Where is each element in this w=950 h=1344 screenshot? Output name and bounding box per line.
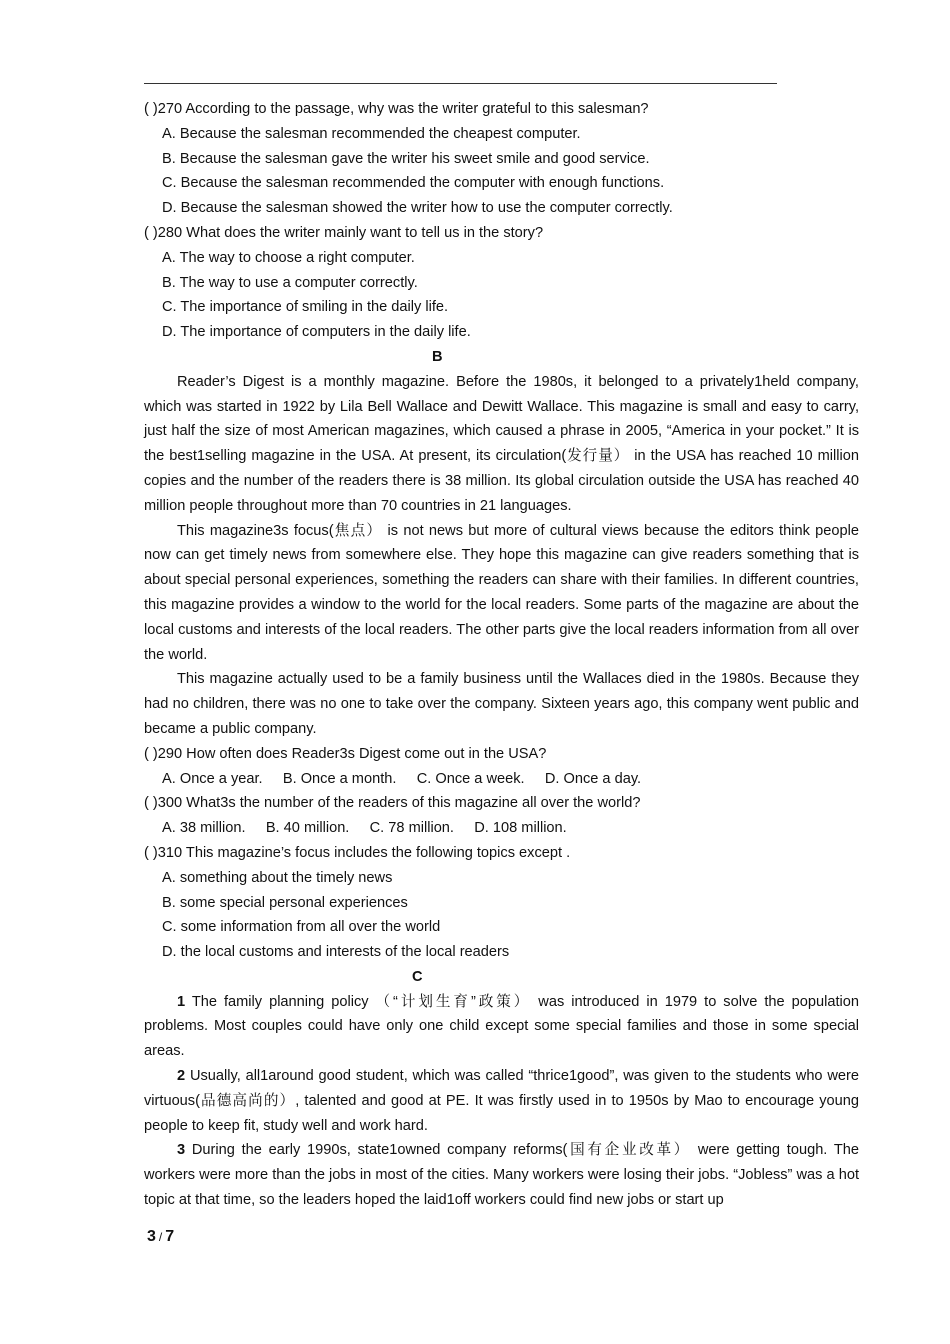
page-total: 7 — [165, 1228, 175, 1245]
section-c-paragraph-2 — [144, 1064, 859, 1138]
page-separator: / — [158, 1230, 163, 1244]
question-28-option-c: C. The importance of smiling in the daily life. — [162, 299, 449, 316]
section-b-heading: B — [432, 348, 443, 365]
question-28-option-d: D. The importance of computers in the daily life. — [162, 324, 471, 341]
section-c-paragraph-text: The family planning policy （“计划生育”政策） was introduced in 1979 to solve the population problems. Most couples could have only one child except some special families and those in some special areas. — [144, 993, 859, 1060]
question-27-option-d: D. Because the salesman showed the writer how to use the computer correctly. — [162, 200, 673, 217]
section-c-paragraph-number: 1 — [177, 993, 186, 1010]
question-30-stem: ( )300 What3s the number of the readers of this magazine all over the world? — [144, 795, 641, 812]
section-c-heading: C — [412, 968, 423, 985]
section-c-paragraph-text: During the early 1990s, state1owned company reforms(国有企业改革） were getting tough. The workers were more than the jobs in most of the cities. Many workers were losing their jobs. “Jobless” was a hot topic at that time, so the leaders hoped the laid1off workers could find new jobs or start up — [144, 1142, 859, 1209]
document-page — [144, 97, 859, 1213]
section-b-paragraph-3: This magazine actually used to be a family business until the Wallaces died in the 1980s. Because they had no children, there was no one to take over the company. Sixteen years ago, this company went public and became a public company. — [144, 671, 859, 737]
question-31-option-d: D. the local customs and interests of the local readers — [162, 944, 510, 961]
section-b-paragraph-1: Reader’s Digest is a monthly magazine. Before the 1980s, it belonged to a privately1held company, which was started in 1922 by Lila Bell Wallace and Dewitt Wallace. This magazine is small and easy to carry, just half the size of most American magazines, which caused a phrase in 2005, “America in your pocket.” It is the best1selling magazine in the USA. At present, its circulation(发行量） in the USA has reached 10 million copies and the number of the readers there is 38 million. Its global circulation outside the USA has reached 40 million people throughout more than 70 countries in 21 languages. — [144, 373, 859, 514]
page-number — [147, 1228, 174, 1246]
page-current: 3 — [147, 1228, 156, 1245]
question-31-option-b: B. some special personal experiences — [162, 894, 408, 911]
question-27-stem: ( )270 According to the passage, why was the writer grateful to this salesman? — [144, 101, 649, 117]
question-29-options: A. Once a year. B. Once a month. C. Once a week. D. Once a day. — [162, 770, 642, 787]
section-b-paragraph-2: This magazine3s focus(焦点） is not news but more of cultural views because the editors think people now can get timely news from somewhere else. They hope this magazine can give readers something that is about special personal experiences, something the readers can share with their families. In different countries, this magazine provides a window to the world for the local readers. Some parts of the magazine are about the local customs and interests of the local readers. The other parts give the local readers information from all over the world. — [144, 522, 859, 663]
question-31-option-a: A. something about the timely news — [162, 869, 393, 886]
section-c-paragraph-number: 3 — [177, 1142, 186, 1159]
section-c-paragraph-3 — [144, 1138, 859, 1212]
question-31-option-c: C. some information from all over the world — [162, 919, 441, 936]
question-28-option-b: B. The way to use a computer correctly. — [162, 274, 418, 291]
question-27-option-c: C. Because the salesman recommended the computer with enough functions. — [162, 175, 665, 192]
question-29-stem: ( )290 How often does Reader3s Digest come out in the USA? — [144, 745, 547, 762]
header-rule — [144, 83, 777, 84]
question-27-option-a: A. Because the salesman recommended the cheapest computer. — [162, 125, 581, 142]
question-28-stem: ( )280 What does the writer mainly want to tell us in the story? — [144, 224, 544, 241]
section-c-paragraph-text: Usually, all1around good student, which was called “thrice1good”, was given to the students who were virtuous(品德高尚的）, talented and good at PE. It was firstly used in to 1950s by Mao to encourage young people to keep fit, study well and work hard. — [144, 1068, 859, 1134]
question-31-stem: ( )310 This magazine’s focus includes the following topics except . — [144, 844, 571, 861]
question-27-option-b: B. Because the salesman gave the writer his sweet smile and good service. — [162, 150, 650, 167]
question-30-options: A. 38 million. B. 40 million. C. 78 million. D. 108 million. — [162, 820, 567, 837]
section-c-paragraph-1 — [144, 990, 859, 1064]
section-c-paragraph-number: 2 — [177, 1068, 186, 1085]
question-28-option-a: A. The way to choose a right computer. — [162, 249, 415, 266]
